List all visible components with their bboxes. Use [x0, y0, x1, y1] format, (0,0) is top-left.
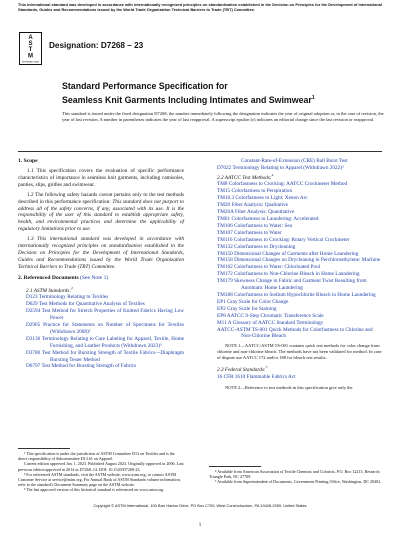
title-line-2: Seamless Knit Garments Including Intimates and Swimwear — [62, 94, 312, 105]
ref-code[interactable]: TM107 — [217, 229, 233, 236]
footnote-3: ³ The last approved version of this historical standard is referenced on www.astm.org. — [24, 487, 165, 493]
footnote-5: ⁵ Available from Superintendent of Documents, Government Printing Office, Washington, DC 20402. — [215, 479, 382, 485]
ref-title[interactable]: Colorfastness to Sodium Hypochlorite Bleach in Home Laundering — [234, 291, 376, 298]
ref-code[interactable]: TM61 — [217, 216, 231, 222]
astm-logo — [19, 32, 42, 65]
refs-heading-wrap — [18, 275, 184, 282]
ref-title-continued[interactable]: Constant-Rate-of-Extension (CRE) Ball Burst Test — [241, 158, 348, 164]
ref-code[interactable]: D3786 — [26, 349, 41, 356]
ref-item[interactable] — [26, 363, 184, 370]
para-1-1: 1.1 This specification covers the evaluation of specific performance characteristics of importance in seamless knit garments, including camisoles, panties, slips, girdles and swimwear. — [18, 168, 184, 188]
ref-code[interactable]: 16 CFR 1610 — [217, 373, 246, 380]
footnote-1b: Current edition approved Jan. 1, 2023. Published August 2023. Originally approved in 2006. Last previous edition approved in 2014 as D7268–14. DOI: 10.1520/D7268-23. — [18, 461, 184, 472]
footnote-4: ⁴ Available from American Association of Textile Chemists and Colorists, P.O. Box 12215, Research Triangle Park, NC 27709. — [209, 469, 380, 480]
safety-caveat: This standard does not purport to address all of the safety concerns, if any, associated with its use. It is the responsibility of the user of this standard to establish appropriate safety, health, and environmental practices and determine the applicability of regulatory limitations prior to use. — [18, 198, 185, 233]
ref-title[interactable]: Skewness Change in Fabric and Garment Twist Resulting from Automatic Home Laundering — [234, 278, 367, 292]
ref-title[interactable]: Colorfastness to Perspiration — [231, 188, 293, 195]
ref-item[interactable] — [217, 306, 382, 313]
ref-code[interactable]: TM162 — [217, 264, 233, 271]
ref-title[interactable]: Dimensional Changes of Garments after Home Laundering — [234, 250, 359, 257]
ref-code[interactable]: AATCC-ASTM TS-001 — [217, 326, 268, 333]
ref-item[interactable] — [217, 374, 382, 381]
ref-title[interactable]: A Glossary of AATCC Standard Terminology — [227, 319, 324, 326]
astm-standards-label-wrap — [18, 285, 184, 295]
federal-standards-label: 2.3 Federal Standards: — [217, 366, 266, 373]
footnote-divider-right — [209, 466, 261, 467]
ref-code[interactable]: D3136 — [26, 335, 41, 342]
ref-code[interactable]: EP8 — [217, 312, 226, 319]
federal-footnote-ref: 5 — [265, 365, 268, 370]
ref-title[interactable]: Colorfastness to Non-Chlorine Bleach in Home Laundering — [234, 271, 360, 278]
ref-code[interactable]: TM179 — [217, 278, 233, 285]
ref-title[interactable]: Colorfastness to Water — [234, 229, 282, 236]
astm-standards-label: 2.1 ASTM Standards: — [26, 287, 72, 294]
ref-item[interactable] — [217, 299, 382, 306]
ref-code[interactable]: TM106 — [217, 222, 233, 229]
scope-heading: 1. Scope — [18, 158, 38, 164]
ref-item[interactable] — [217, 251, 382, 258]
aatcc-footnote-ref: 4 — [271, 172, 274, 177]
page-number: 1 — [198, 523, 202, 528]
ref-title[interactable]: Terminology Relating to Apparel (Withdrawn 2022)³ — [232, 164, 344, 171]
standard-title — [62, 80, 362, 106]
ref-item[interactable] — [217, 195, 382, 202]
ref-item[interactable] — [217, 230, 382, 237]
standard-issuance-note: This standard is issued under the fixed designation D7268; the number immediately following the designation indicates the year of original adoption or, in the case of revision, the year of last revision. A number in parentheses indicates the year of last reapproval. A superscript epsilon (ε) indicates an editorial change since the last revision or reapproval. — [62, 111, 384, 122]
ref-code[interactable]: D629 — [26, 301, 38, 308]
ref-continuation[interactable] — [217, 158, 382, 165]
ref-code[interactable]: EP2 — [217, 305, 226, 312]
ref-title[interactable]: Colorfastness to Laundering: Accelerated — [231, 216, 319, 222]
footnote-2: ² For referenced ASTM standards, visit the ASTM website, www.astm.org, or contact ASTM Customer Service at service@astm.org. For Annual Book of ASTM Standards volume information, refer to the standard's Document Summary page on the ASTM website. — [18, 471, 181, 488]
ref-code[interactable]: D6797 — [26, 363, 41, 370]
footnote-1: ¹ This specification is under the jurisdiction of ASTM Committee D13 on Textiles and is the direct responsibility of Subcommittee D13.61 on Apparel. — [18, 451, 175, 462]
ref-item[interactable] — [217, 313, 382, 320]
ref-title[interactable]: Colorfastness to Water: Chlorinated Pool — [234, 264, 321, 271]
ref-code[interactable]: TM188 — [217, 291, 233, 298]
designation: Designation: D7268 – 23 — [49, 41, 144, 50]
astm-footnote-ref: 2 — [71, 285, 73, 290]
title-footnote-ref: 1 — [311, 95, 315, 101]
title-line-1: Standard Performance Specification for — [62, 81, 228, 91]
ref-code[interactable]: TM116 — [217, 236, 233, 243]
ref-title[interactable]: Test Method for Stretch Properties of Knitted Fabrics Having Low Power — [41, 308, 184, 322]
svg-text:M: M — [28, 53, 33, 60]
note-1: NOTE 1—AATCC-ASTM TS-001 contains quick test methods for color change from chlorine and non-chlorine bleach. The methods have not been validated for method. In case of dispute use AATCC 172 and/or 188 for bleach test results. — [217, 343, 382, 361]
right-footnotes — [209, 469, 382, 485]
ref-item[interactable] — [26, 308, 184, 322]
ref-code[interactable]: TM132 — [217, 243, 233, 250]
refs-note-link[interactable]: (See Note 1) — [80, 274, 109, 281]
ref-item[interactable] — [217, 209, 382, 216]
ref-title[interactable]: Colorfastness to Water: Sea — [234, 222, 293, 229]
svg-text:T: T — [28, 47, 33, 53]
ref-code[interactable]: TM16.3 — [217, 195, 235, 202]
federal-label-wrap — [209, 364, 382, 374]
ref-title[interactable]: Flammable Fabrics Act — [246, 373, 296, 380]
ref-code[interactable]: TM8 — [217, 181, 228, 188]
ref-item[interactable] — [217, 165, 382, 172]
ref-code[interactable]: TM20A — [217, 209, 234, 216]
ref-code[interactable]: D7022 — [217, 164, 232, 171]
ref-title[interactable]: Quick Methods for Colorfastness to Chlorine and Non-Chlorine Bleach — [241, 326, 373, 340]
ref-title[interactable]: Gray Scale for Staining — [227, 305, 277, 312]
header-divider — [18, 151, 382, 152]
left-footnotes — [18, 451, 184, 493]
para-1-3: 1.3 This international standard was developed in accordance with internationally recognized principles on standardization established in the Decision on Principles for the Development of International Standards, Guides and Recommendations issued by the World Trade Organization Technical Barriers to Trade (TBT) Committee. — [18, 236, 184, 270]
title-line-2-wrap — [62, 92, 362, 106]
ref-title[interactable]: Colorfastness to Drycleaning — [234, 243, 296, 250]
ref-code[interactable]: TM20 — [217, 202, 231, 209]
refs-heading: 2. Referenced Documents — [18, 274, 79, 281]
ref-title[interactable]: AATCC 9-Step Chromatic Transference Scale — [226, 312, 324, 319]
ref-code[interactable]: TM172 — [217, 271, 233, 278]
ref-title[interactable]: Fiber Analysis: Qualitative — [231, 202, 289, 209]
ref-code[interactable]: M11 — [217, 319, 227, 326]
aatcc-methods-label: 2.2 AATCC Test Methods: — [217, 174, 272, 181]
copyright-footer: Copyright © ASTM International, 100 Barr Harbor Drive, PO Box C700, West Conshohocken, PA 19428-2959. United States — [93, 503, 307, 508]
tbt-notice: This international standard was developed in accordance with internationally recognized principles on standardization established in the Decision on Principles for the Development of International Standards, Guides and Recommendations issued by the World Trade Organization Technical Barriers to Trade (TBT) Committee. — [18, 2, 382, 12]
ref-code[interactable]: D123 — [26, 294, 38, 301]
ref-item[interactable] — [217, 292, 382, 299]
ref-title[interactable]: Gray Scale for Color Change — [227, 298, 289, 305]
ref-title[interactable]: Test Methods for Quantitative Analysis of Textiles — [38, 301, 145, 308]
ref-item[interactable] — [217, 237, 382, 244]
ref-item[interactable] — [26, 336, 184, 350]
aatcc-ref-list — [209, 181, 382, 340]
ref-item[interactable] — [217, 223, 382, 230]
ref-code[interactable]: TM15 — [217, 188, 231, 195]
para-1-2-text: 1.2 The following safety hazards caveat pertains only to the test methods described in this performance specification: — [18, 191, 184, 205]
ref-title[interactable]: Terminology Relating to Care Labeling for Apparel, Textile, Home Furnishing, and Leather Products (Withdrawn 2023)³ — [41, 335, 185, 349]
note-2: NOTE 2—Reference to test methods in this specification give only the — [225, 384, 353, 390]
ref-title[interactable]: Colorfastness to Light: Xenon Arc — [235, 195, 308, 202]
ref-title[interactable]: Dimensional Changes on Drycleaning in Perchloroethylene: Machine — [234, 257, 381, 264]
svg-text:INTERNATIONAL: INTERNATIONAL — [21, 61, 40, 64]
ref-title[interactable]: Fiber Analysis: Quantitative — [234, 209, 295, 216]
ref-item[interactable] — [217, 320, 382, 327]
svg-text:A: A — [28, 35, 33, 41]
ref-title[interactable]: Colorfastness to Crocking: AATCC Crockmeter Method — [228, 181, 348, 188]
ref-title[interactable]: Colorfastness to Crocking: Rotary Vertical Crockmeter — [233, 236, 350, 243]
ref-code[interactable]: TM150 — [217, 250, 233, 257]
ref-code[interactable]: EP1 — [217, 298, 226, 305]
ref-item[interactable] — [217, 244, 382, 251]
svg-text:S: S — [28, 41, 33, 47]
astm-ref-list — [18, 294, 184, 370]
ref-code[interactable]: D2905 — [26, 321, 41, 328]
ref-title[interactable]: Test Method for Bursting Strength of Fabrics — [41, 363, 137, 370]
footnote-divider — [18, 448, 70, 449]
ref-item[interactable] — [26, 350, 184, 364]
ref-title[interactable]: Terminology Relating to Textiles — [38, 294, 109, 301]
ref-item[interactable] — [217, 327, 382, 341]
ref-item[interactable] — [217, 216, 382, 223]
ref-item[interactable] — [217, 202, 382, 209]
para-1-2 — [18, 192, 184, 233]
ref-title[interactable]: Test Method for Bursting Strength of Textile Fabrics—Diaphragm Bursting Tester Method — [41, 349, 185, 363]
left-column — [18, 158, 184, 370]
ref-title[interactable]: Practice for Statements on Number of Specimens for Textiles (Withdrawn 2008)³ — [43, 321, 185, 335]
right-column — [209, 158, 382, 394]
ref-code[interactable]: TM158 — [217, 257, 233, 264]
ref-code[interactable]: D2594 — [26, 308, 41, 315]
ref-item[interactable] — [217, 278, 382, 292]
ref-item[interactable] — [26, 322, 184, 336]
